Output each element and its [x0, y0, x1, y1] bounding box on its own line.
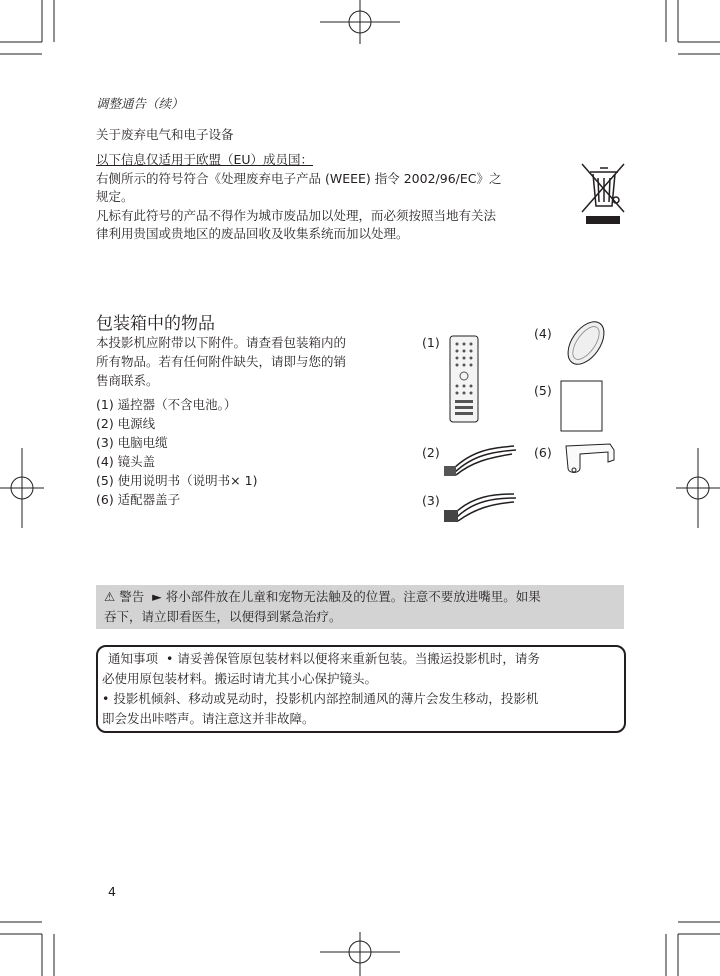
weee-bin-icon — [578, 160, 628, 230]
weee-line-4: 律利用贵国或贵地区的废品回收及收集系统而加以处理。 — [96, 226, 409, 241]
power-cord-icon — [442, 440, 522, 480]
package-intro-3: 售商联系。 — [96, 373, 159, 388]
notice-box — [96, 645, 626, 733]
package-item: (3) 电脑电缆 — [96, 435, 168, 450]
figure-label-2: (2) — [422, 445, 440, 460]
package-intro-2: 所有物品。若有任何附件缺失，请即与您的销 — [96, 354, 347, 369]
figure-label-5: (5) — [534, 383, 552, 398]
package-item: (4) 镜头盖 — [96, 454, 156, 469]
weee-eu-note: 以下信息仅适用于欧盟（EU）成员国： — [96, 152, 314, 167]
manual-icon — [560, 380, 604, 432]
warning-text-1: ► 将小部件放在儿童和宠物无法触及的位置。注意不要放进嘴里。如果 — [152, 589, 541, 604]
computer-cable-icon — [442, 488, 522, 528]
package-item: (1) 遥控器（不含电池。） — [96, 397, 237, 412]
page-header: 调整通告（续） — [96, 96, 184, 111]
figure-label-1: (1) — [422, 335, 440, 350]
figure-label-6: (6) — [534, 445, 552, 460]
weee-line-2: 规定。 — [96, 189, 134, 204]
remote-control-icon — [446, 334, 484, 426]
package-item: (6) 适配器盖子 — [96, 492, 181, 507]
notice-text-2: 必使用原包装材料。搬运时请尤其小心保护镜头。 — [102, 671, 378, 686]
warning-box — [96, 585, 624, 629]
package-title: 包装箱中的物品 — [96, 314, 215, 334]
weee-heading: 关于废弃电气和电子设备 — [96, 127, 234, 142]
figure-label-4: (4) — [534, 326, 552, 341]
notice-text-4: 即会发出咔嗒声。请注意这并非故障。 — [102, 711, 315, 726]
package-intro-1: 本投影机应附带以下附件。请查看包装箱内的 — [96, 335, 347, 350]
warning-label: 警告 — [119, 589, 145, 604]
notice-text-1: • 请妥善保管原包装材料以便将来重新包装。当搬运投影机时，请务 — [165, 651, 540, 666]
package-item: (5) 使用说明书（说明书× 1) — [96, 473, 258, 488]
package-item: (2) 电源线 — [96, 416, 156, 431]
figure-label-3: (3) — [422, 493, 440, 508]
weee-line-3: 凡标有此符号的产品不得作为城市废品加以处理，而必须按照当地有关法 — [96, 208, 497, 223]
lens-cap-icon — [560, 318, 612, 368]
adapter-cover-icon — [560, 440, 618, 480]
weee-line-1: 右侧所示的符号符合《处理废弃电子产品 (WEEE) 指令 2002/96/EC》之 — [96, 171, 502, 186]
warning-triangle-icon: ⚠ — [104, 589, 116, 604]
notice-text-3: • 投影机倾斜、移动或晃动时，投影机内部控制通风的薄片会发生移动，投影机 — [102, 691, 539, 706]
notice-label: 通知事项 — [108, 651, 159, 666]
warning-text-2: 吞下，请立即看医生，以便得到紧急治疗。 — [104, 609, 342, 624]
page-number: 4 — [108, 884, 116, 899]
